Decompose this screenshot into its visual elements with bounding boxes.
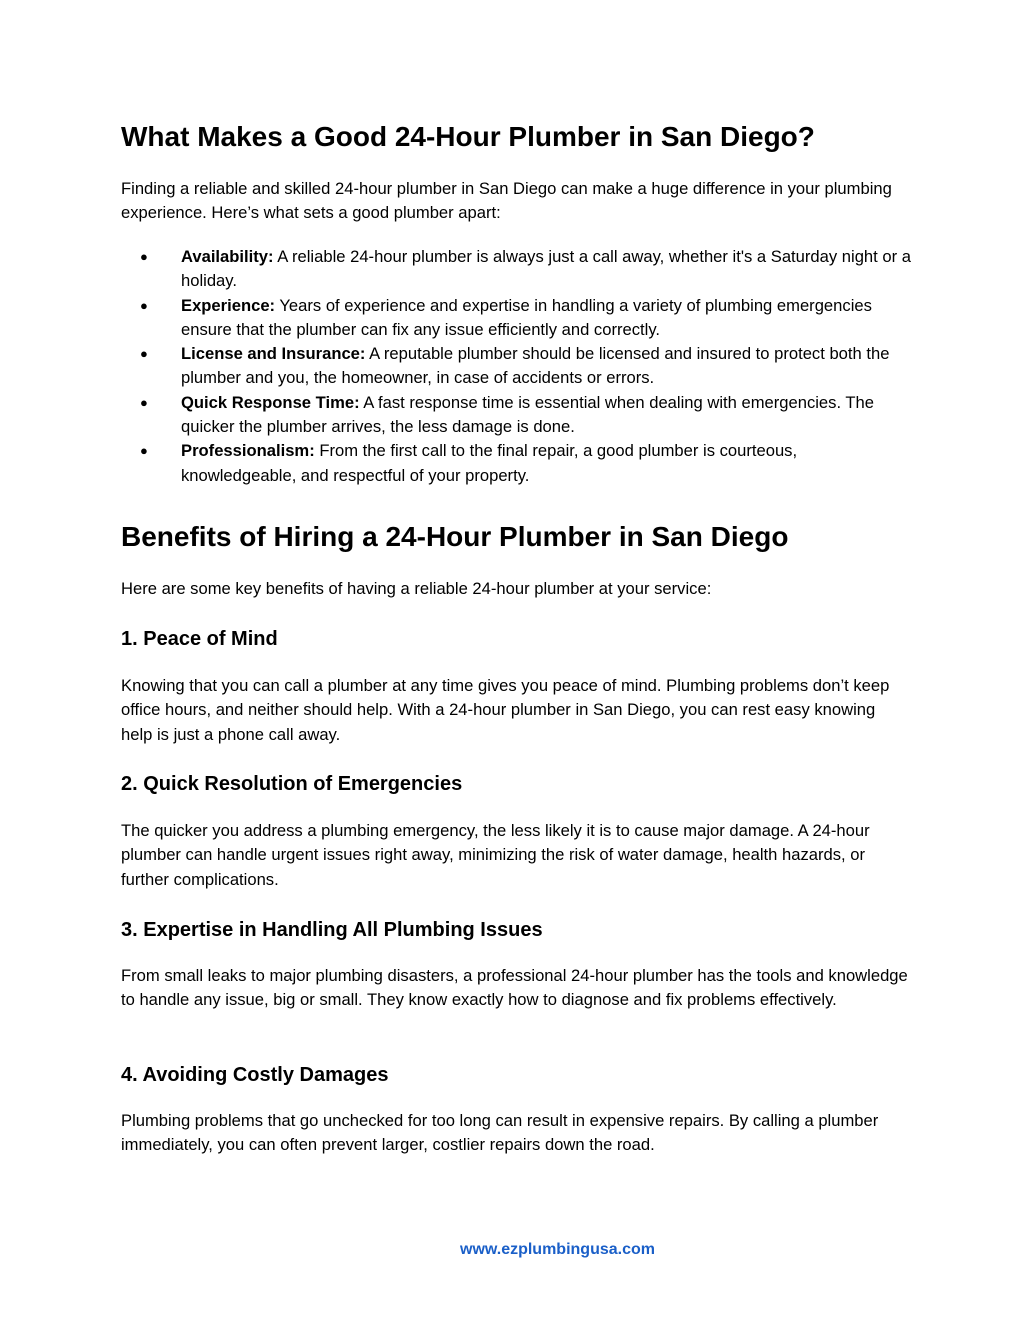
bullet-text: A reputable plumber should be licensed and insured to protect both the plumber and you, the homeowner, in case of accidents or errors. bbox=[181, 344, 890, 388]
list-item bbox=[121, 439, 911, 488]
bullet-term: Professionalism: bbox=[181, 441, 315, 461]
bullet-icon: ● bbox=[140, 394, 148, 410]
bullet-text: From the first call to the final repair, a good plumber is courteous, knowledgeable, and respectful of your property. bbox=[181, 441, 798, 485]
heading-good-plumber: What Makes a Good 24-Hour Plumber in San Diego? bbox=[121, 121, 815, 152]
section-body: Knowing that you can call a plumber at any time gives you peace of mind. Plumbing problems don’t keep office hours, and neither should help. With a 24-hour plumber in San Diego, you can rest easy knowing help is just a phone call away. bbox=[121, 676, 890, 744]
bullet-icon: ● bbox=[140, 297, 148, 313]
bullet-icon: ● bbox=[140, 346, 148, 362]
section-title: 1. Peace of Mind bbox=[121, 628, 278, 650]
bullet-text: A fast response time is essential when dealing with emergencies. The quicker the plumber arrives, the less damage is done. bbox=[181, 392, 874, 437]
bullet-term: License and Insurance: bbox=[181, 344, 366, 364]
list-item bbox=[121, 245, 911, 294]
bullet-text: A reliable 24-hour plumber is always just a call away, whether it's a Saturday night or a holiday. bbox=[181, 247, 911, 291]
qualities-list bbox=[121, 245, 911, 488]
heading-benefits: Benefits of Hiring a 24-Hour Plumber in San Diego bbox=[121, 521, 789, 552]
bullet-text: Years of experience and expertise in handling a variety of plumbing emergencies ensure that the plumber can fix any issue efficiently and correctly. bbox=[181, 295, 872, 339]
bullet-term: Experience: bbox=[181, 295, 276, 315]
list-item bbox=[121, 342, 911, 391]
footer-website-link[interactable]: www.ezplumbingusa.com bbox=[460, 1241, 655, 1258]
bullet-icon: ● bbox=[140, 249, 148, 264]
section-body: Plumbing problems that go unchecked for too long can result in expensive repairs. By calling a plumber immediately, you can often prevent larger, costlier repairs down the road. bbox=[121, 1111, 879, 1155]
section-body: From small leaks to major plumbing disasters, a professional 24-hour plumber has the tools and knowledge to handle any issue, big or small. They know exactly how to diagnose and fix problems effectively. bbox=[121, 966, 908, 1010]
section-title: 2. Quick Resolution of Emergencies bbox=[121, 773, 463, 795]
bullet-term: Availability: bbox=[181, 247, 274, 266]
bullet-icon: ● bbox=[140, 443, 148, 459]
section-body: The quicker you address a plumbing emergency, the less likely it is to cause major damage. A 24-hour plumber can handle urgent issues right away, minimizing the risk of water damage, health hazards, or further complications. bbox=[121, 821, 870, 889]
list-item bbox=[121, 294, 911, 343]
benefits-intro: Here are some key benefits of having a reliable 24-hour plumber at your service: bbox=[121, 579, 712, 598]
list-item bbox=[121, 391, 911, 440]
bullet-term: Quick Response Time: bbox=[181, 392, 360, 412]
section-title: 3. Expertise in Handling All Plumbing Issues bbox=[121, 919, 543, 941]
section-title: 4. Avoiding Costly Damages bbox=[121, 1064, 389, 1086]
intro-paragraph: Finding a reliable and skilled 24-hour plumber in San Diego can make a huge difference in your plumbing experience. Here’s what sets a good plumber apart: bbox=[121, 179, 892, 223]
